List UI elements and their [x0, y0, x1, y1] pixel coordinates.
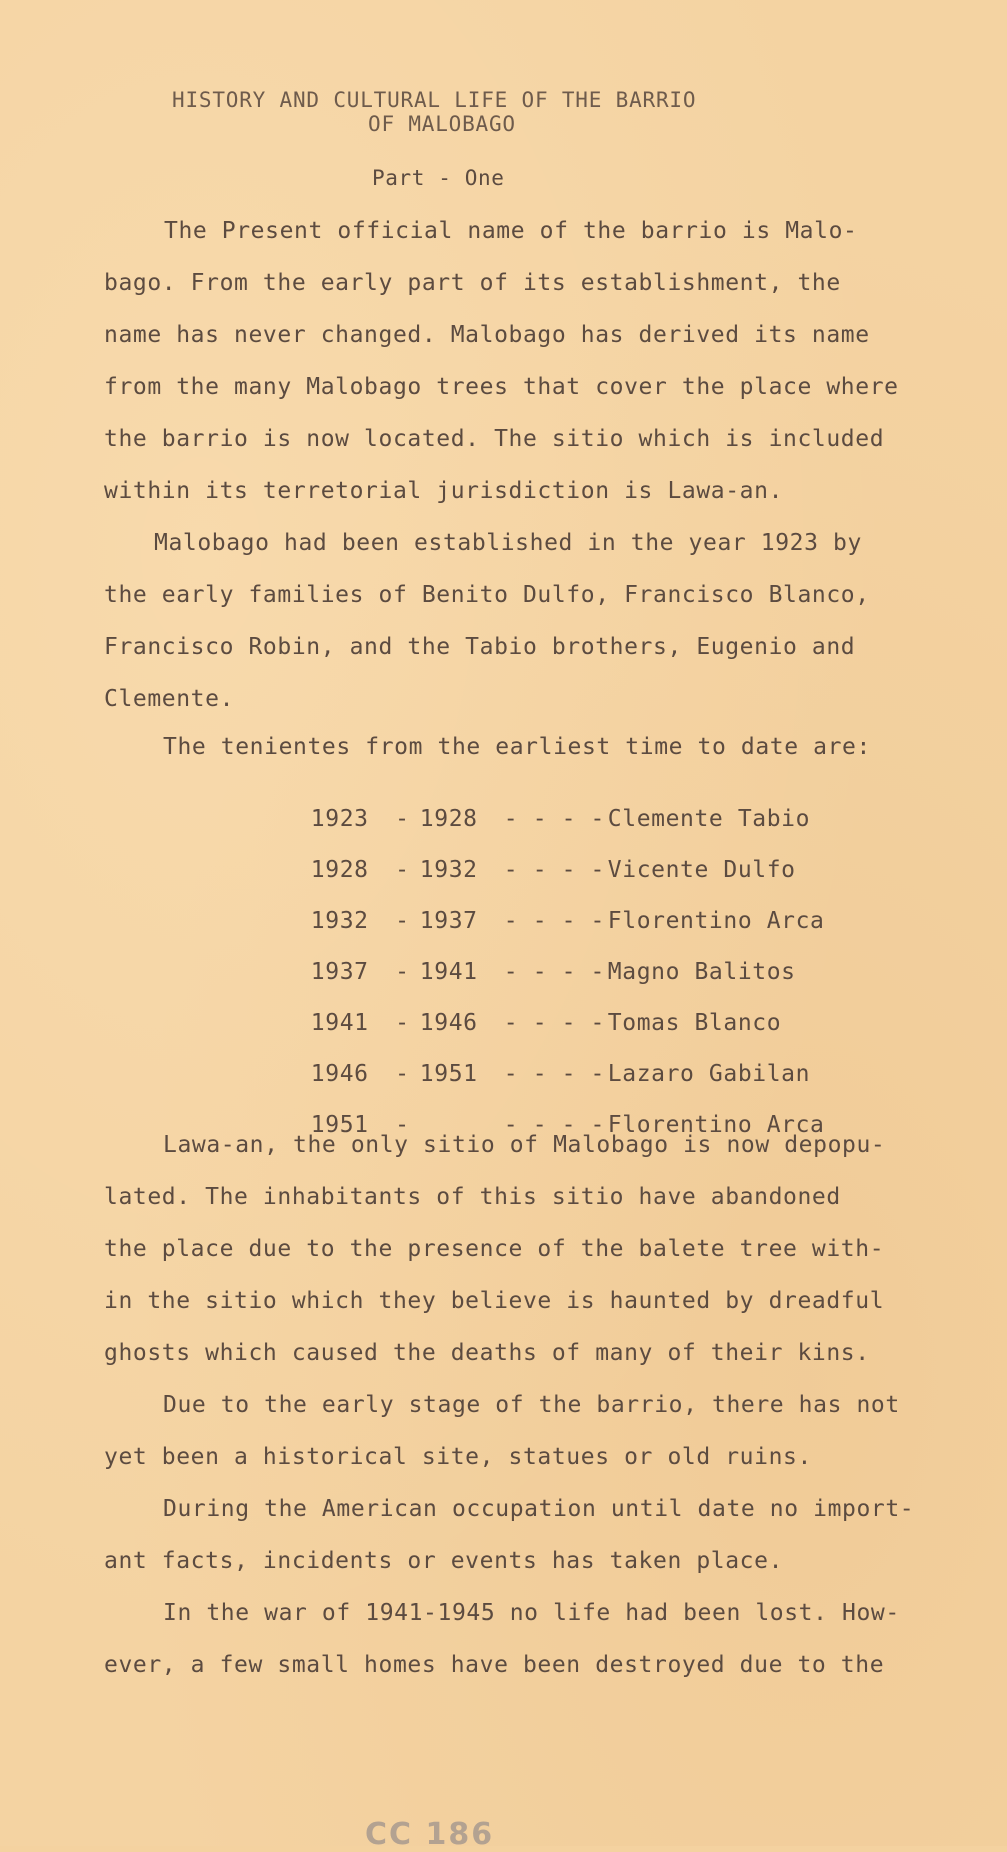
paragraph-3-line-4: in the sitio which they believe is haunted by dreadful: [104, 1288, 885, 1314]
paragraph-1-line-3: name has never changed. Malobago has derived its name: [104, 322, 870, 348]
teniente-name: Clemente Tabio: [607, 806, 811, 832]
paragraph-3-line-1: Lawa-an, the only sitio of Malobago is now depopu-: [163, 1132, 886, 1158]
leader-dashes: - - - -: [503, 1112, 605, 1138]
term-start: 1937: [310, 959, 369, 985]
term-start: 1946: [310, 1061, 369, 1087]
term-separator: -: [395, 959, 410, 985]
paragraph-5-line-1: During the American occupation until date no import-: [163, 1496, 915, 1522]
page-code-stamp: CC 186: [365, 1817, 495, 1852]
term-end: 1946: [419, 1010, 478, 1036]
teniente-name: Tomas Blanco: [607, 1010, 782, 1036]
paragraph-1-line-4: from the many Malobago trees that cover the place where: [104, 374, 899, 400]
paragraph-4-line-1: Due to the early stage of the barrio, there has not: [163, 1392, 900, 1418]
teniente-name: Florentino Arca: [607, 1112, 825, 1138]
teniente-name: Florentino Arca: [607, 908, 825, 934]
term-separator: -: [395, 857, 410, 883]
paragraph-2-line-3: Francisco Robin, and the Tabio brothers, Eugenio and: [104, 634, 856, 660]
paragraph-4-line-2: yet been a historical site, statues or old ruins.: [104, 1444, 812, 1470]
paragraph-2-line-1: Malobago had been established in the year 1923 by: [154, 530, 862, 556]
paragraph-3-line-5: ghosts which caused the deaths of many of their kins.: [104, 1340, 870, 1366]
term-separator: -: [395, 806, 410, 832]
teniente-name: Lazaro Gabilan: [607, 1061, 811, 1087]
term-separator: -: [395, 1112, 410, 1138]
term-start: 1928: [310, 857, 369, 883]
tenientes-intro: The tenientes from the earliest time to date are:: [163, 734, 871, 760]
teniente-name: Magno Balitos: [607, 959, 796, 985]
paragraph-1-line-2: bago. From the early part of its establishment, the: [104, 270, 841, 296]
term-separator: -: [395, 908, 410, 934]
term-end: 1928: [419, 806, 478, 832]
teniente-name: Vicente Dulfo: [607, 857, 796, 883]
paragraph-2-line-4: Clemente.: [104, 686, 235, 712]
paragraph-6-line-1: In the war of 1941-1945 no life had been lost. How-: [163, 1600, 900, 1626]
document-title-line-2: OF MALOBAGO: [368, 112, 516, 136]
term-separator: -: [395, 1010, 410, 1036]
term-start: 1951: [310, 1112, 369, 1138]
term-start: 1923: [310, 806, 369, 832]
leader-dashes: - - - -: [503, 959, 605, 985]
paragraph-2-line-2: the early families of Benito Dulfo, Francisco Blanco,: [104, 582, 870, 608]
term-end: 1951: [419, 1061, 478, 1087]
leader-dashes: - - - -: [503, 1010, 605, 1036]
part-heading: Part - One: [372, 166, 505, 190]
term-start: 1932: [310, 908, 369, 934]
paragraph-5-line-2: ant facts, incidents or events has taken place.: [104, 1548, 784, 1574]
term-end: 1932: [419, 857, 478, 883]
term-start: 1941: [310, 1010, 369, 1036]
term-end: 1941: [419, 959, 478, 985]
paragraph-3-line-3: the place due to the presence of the balete tree with-: [104, 1236, 885, 1262]
term-end: 1937: [419, 908, 478, 934]
paragraph-1-line-5: the barrio is now located. The sitio which is included: [104, 426, 885, 452]
document-title-line-1: HISTORY AND CULTURAL LIFE OF THE BARRIO: [172, 88, 697, 112]
paragraph-1-line-6: within its terretorial jurisdiction is Lawa-an.: [104, 478, 784, 504]
term-separator: -: [395, 1061, 410, 1087]
paragraph-3-line-2: lated. The inhabitants of this sitio have abandoned: [104, 1184, 841, 1210]
leader-dashes: - - - -: [503, 1061, 605, 1087]
paragraph-1-line-1: The Present official name of the barrio is Malo-: [164, 218, 858, 244]
leader-dashes: - - - -: [503, 908, 605, 934]
leader-dashes: - - - -: [503, 806, 605, 832]
paragraph-6-line-2: ever, a few small homes have been destroyed due to the: [104, 1652, 885, 1678]
leader-dashes: - - - -: [503, 857, 605, 883]
